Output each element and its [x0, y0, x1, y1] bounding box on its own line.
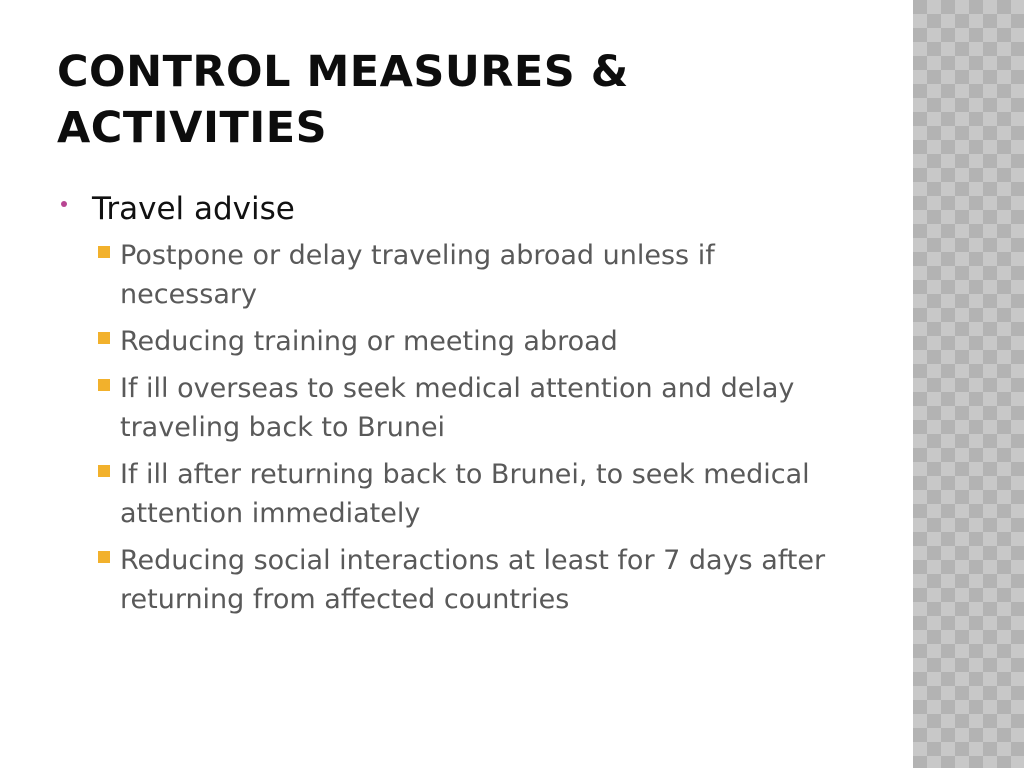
bullet-level1-text: Travel advise	[92, 191, 295, 227]
sub-bullet-list	[57, 236, 857, 619]
sub-bullet-text: Postpone or delay traveling abroad unless if necessary	[120, 240, 715, 310]
slide-title: CONTROL MEASURES & ACTIVITIES	[57, 47, 629, 153]
decorative-side-panel	[913, 0, 1024, 768]
sub-bullet-text: If ill after returning back to Brunei, to seek medical attention immediately	[120, 459, 810, 529]
sub-bullet-item	[57, 455, 857, 533]
sub-bullet-item	[57, 236, 857, 314]
square-bullet-icon	[98, 246, 110, 258]
sub-bullet-text: Reducing social interactions at least for 7 days after returning from affected countries	[120, 545, 826, 615]
sub-bullet-item	[57, 322, 857, 361]
sub-bullet-text: Reducing training or meeting abroad	[120, 326, 618, 357]
square-bullet-icon	[98, 332, 110, 344]
sub-bullet-item	[57, 541, 857, 619]
square-bullet-icon	[98, 379, 110, 391]
sub-bullet-text: If ill overseas to seek medical attention and delay traveling back to Brunei	[120, 373, 795, 443]
sub-bullet-item	[57, 369, 857, 447]
slide-content	[57, 188, 857, 627]
square-bullet-icon	[98, 465, 110, 477]
bullet-level1-travel-advise	[57, 188, 857, 230]
round-bullet-icon	[61, 201, 67, 207]
square-bullet-icon	[98, 551, 110, 563]
